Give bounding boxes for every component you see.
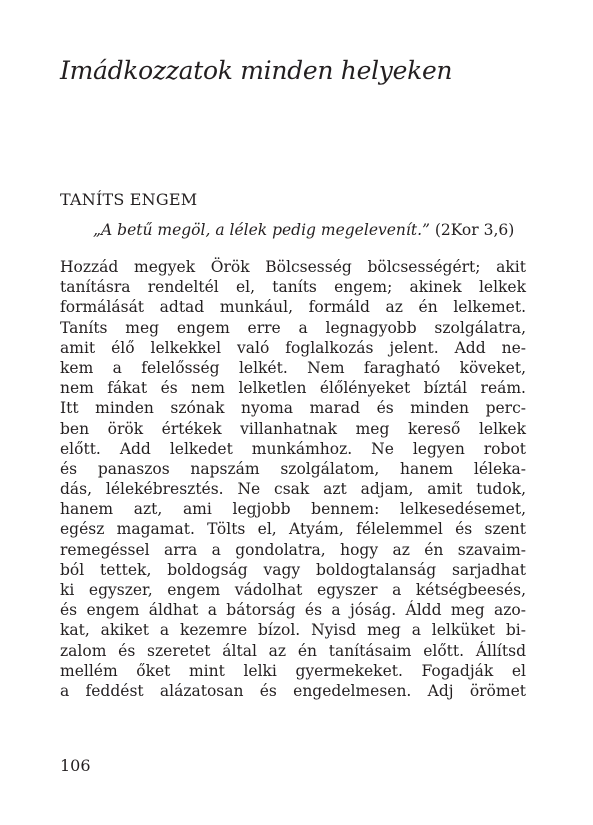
body-line: a feddést alázatosan és engedelmesen. Adj örömet [60, 681, 526, 700]
body-line: ben örök értékek villanhatnak meg kereső lelkek [60, 419, 526, 438]
body-line: remegéssel arra a gondolatra, hogy az én szavaim- [60, 540, 526, 559]
epigraph [93, 221, 514, 239]
page-number: 106 [60, 756, 91, 775]
body-line: tanításra rendeltél el, taníts engem; akinek lelkek [60, 278, 526, 297]
body-line: hanem azt, ami legjobb bennem: lelkesedésemet, [60, 500, 526, 519]
body-line: Hozzád megyek Örök Bölcsesség bölcsességért; akit [60, 258, 526, 276]
body-line: előtt. Add lelkedet munkámhoz. Ne legyen robot [60, 439, 526, 458]
body-line: zalom és szeretet által az én tanításaim előtt. Állítsd [60, 641, 526, 660]
body-line: nem fákat és nem lelketlen élőlényeket bíztál reám. [60, 379, 526, 398]
body-line: ból tettek, boldogság vagy boldogtalanság sarjadhat [60, 560, 526, 579]
body-line: formálását adtad munkául, formáld az én lelkemet. [60, 298, 526, 317]
body-line: Taníts meg engem erre a legnagyobb szolgálatra, [60, 318, 526, 337]
epigraph-reference: (2Kor 3,6) [429, 221, 515, 239]
body-line: ki egyszer, engem vádolhat egyszer a kétségbeesés, [60, 581, 526, 599]
body-line: mellém őket mint lelki gyermekeket. Fogadják el [60, 661, 526, 680]
running-title: Imádkozzatok minden helyeken [60, 56, 453, 85]
body-line: amit élő lelkekkel való foglalkozás jelent. Add ne- [60, 338, 526, 357]
body-line: kem a felelősség lelkét. Nem faragható köveket, [60, 358, 526, 377]
section-heading: TANÍTS ENGEM [60, 190, 198, 209]
body-line: kat, akiket a kezemre bízol. Nyisd meg a lelküket bi- [60, 621, 526, 640]
body-line: és engem áldhat a bátorság és a jóság. Áldd meg azo- [60, 601, 526, 620]
body-line: és panaszos napszám szolgálatom, hanem léleka- [60, 459, 526, 478]
body-line: egész magamat. Tölts el, Atyám, félelemmel és szent [60, 520, 526, 539]
body-line: dás, lélekébresztés. Ne csak azt adjam, amit tudok, [60, 480, 526, 499]
epigraph-quote: „A betű megöl, a lélek pedig megelevenít.” [93, 221, 430, 239]
body-text [60, 257, 526, 701]
body-line: Itt minden szónak nyoma marad és minden perc- [60, 399, 526, 418]
